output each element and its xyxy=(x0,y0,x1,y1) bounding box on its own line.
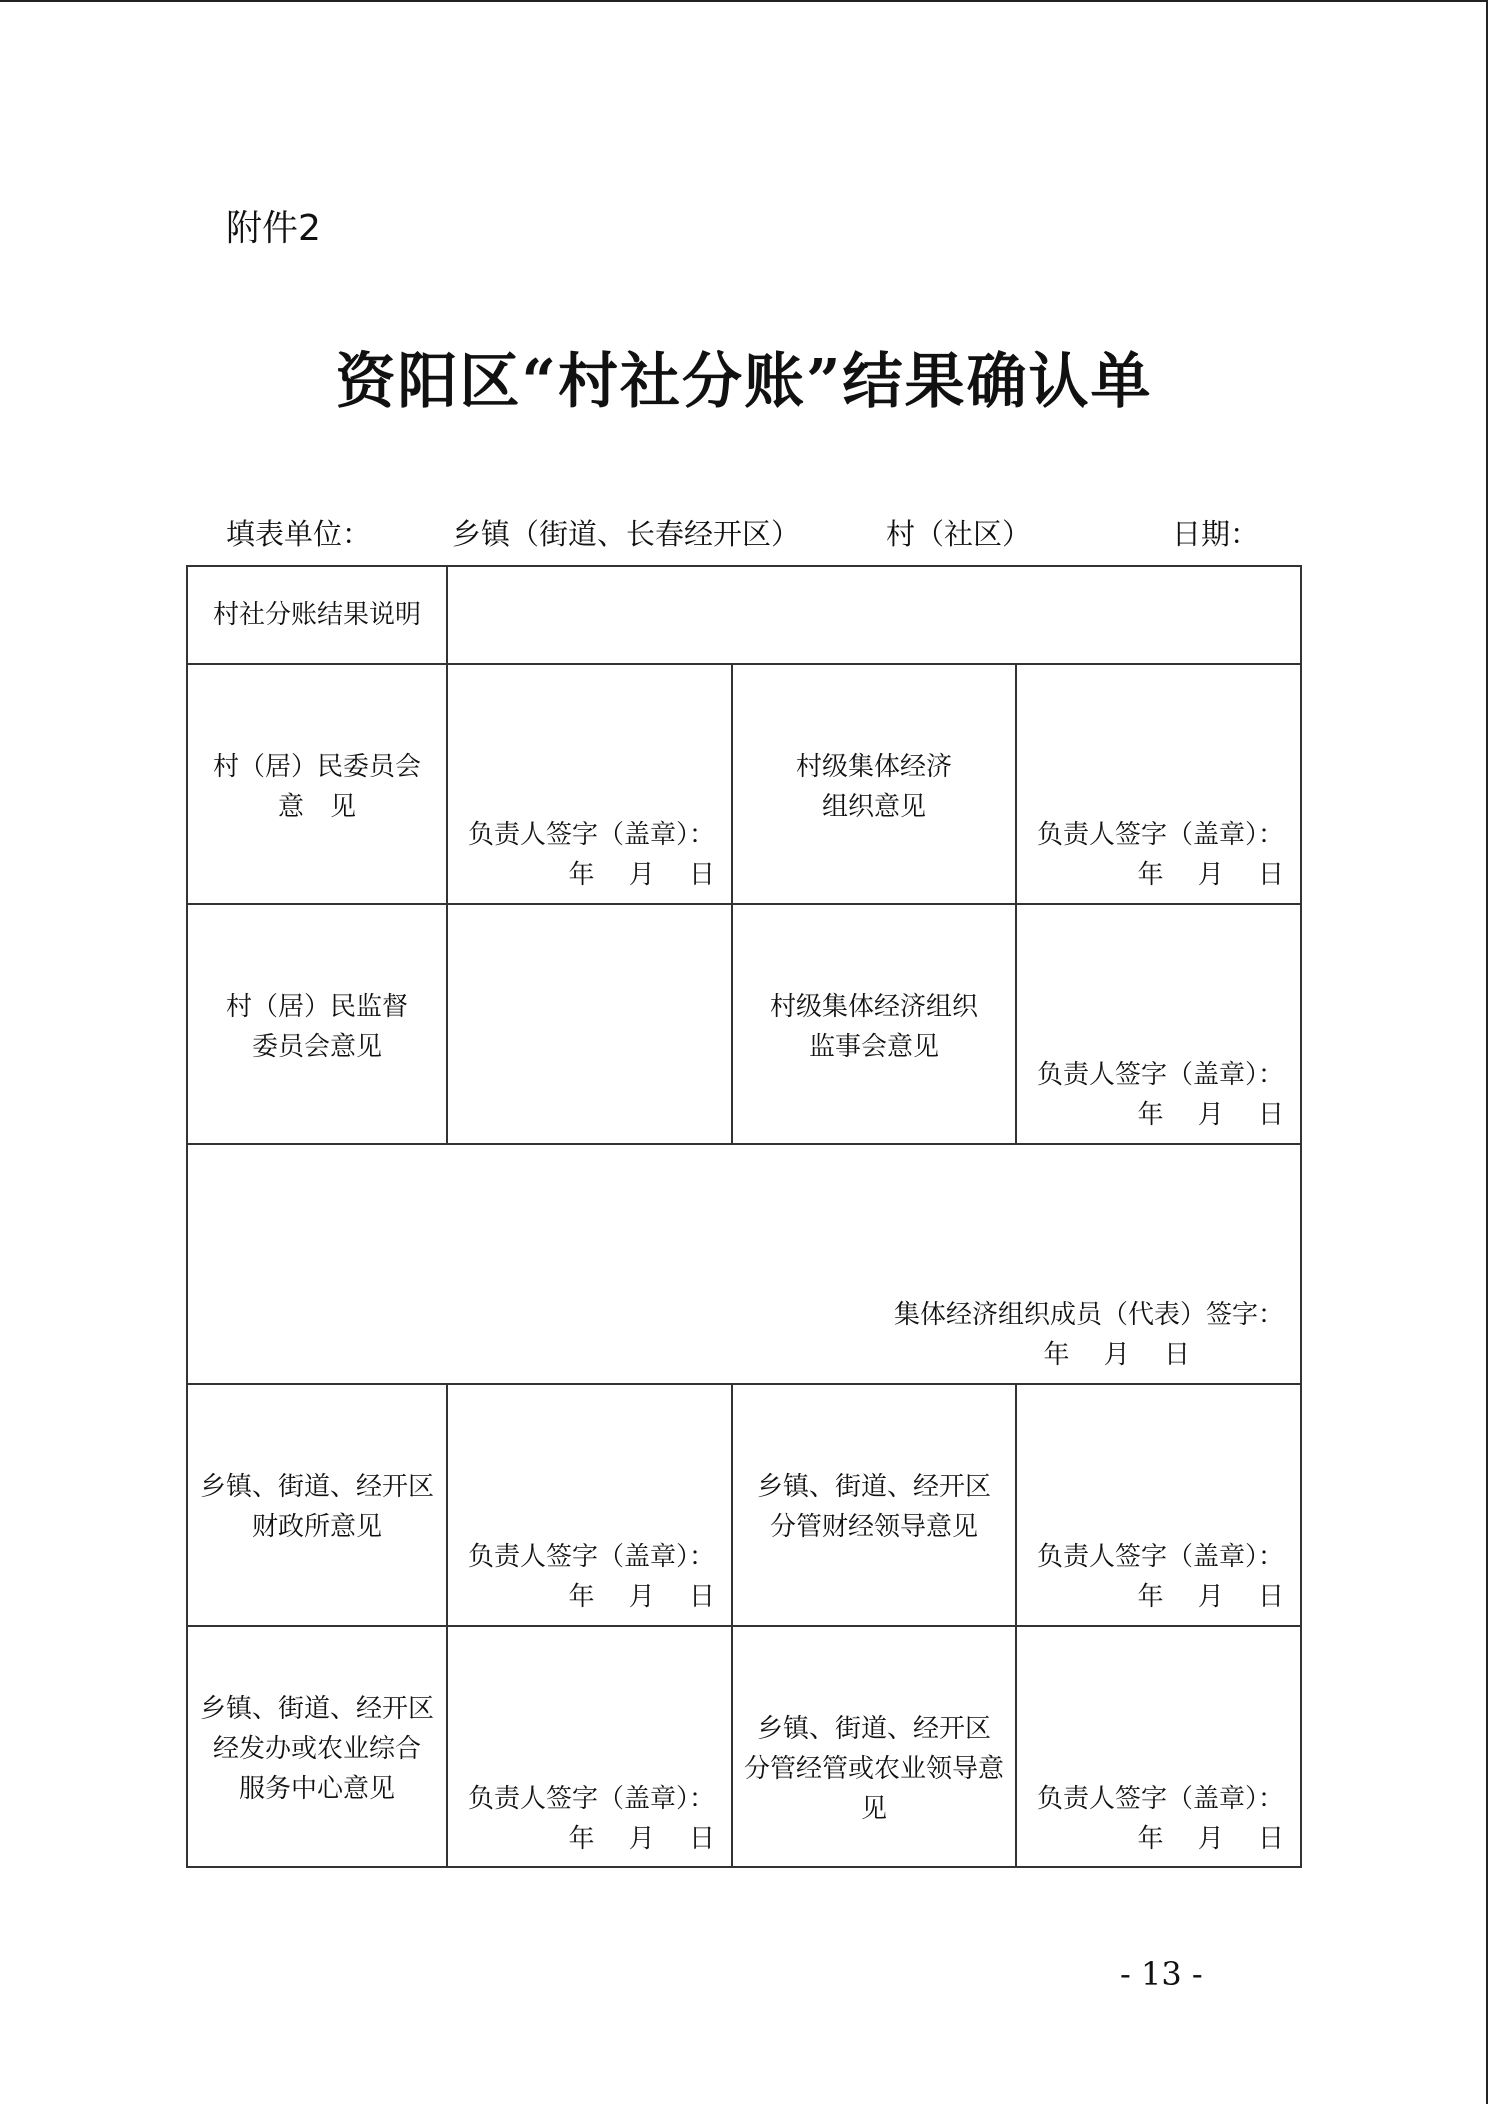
agri-leader-opinion-cell[interactable] xyxy=(1015,1625,1302,1868)
collective-supervisory-label-2: 监事会意见 xyxy=(808,1032,939,1062)
collective-supervisory-label-1: 村级集体经济组织 xyxy=(769,992,978,1022)
finance-leader-label-cell xyxy=(731,1383,1017,1627)
signature-text: 负责人签字（盖章）： xyxy=(1036,1542,1284,1572)
page-number: - 13 - xyxy=(1120,1955,1203,1993)
agri-center-opinion-cell[interactable] xyxy=(446,1625,733,1868)
page-title: 资阳区“村社分账”结果确认单 xyxy=(335,347,1153,417)
village-label: 村（社区） xyxy=(886,517,1032,551)
date-text: 年 月 日 xyxy=(568,860,715,890)
result-desc-label-cell xyxy=(186,565,448,665)
town-label: 乡镇（街道、长春经开区） xyxy=(452,517,801,551)
finance-leader-opinion-cell[interactable] xyxy=(1015,1383,1302,1627)
result-desc-label: 村社分账结果说明 xyxy=(212,600,421,630)
agri-leader-label-1: 乡镇、街道、经开区 xyxy=(756,1714,991,1744)
collective-org-label-2: 组织意见 xyxy=(821,792,926,822)
supervision-committee-label-1: 村（居）民监督 xyxy=(225,992,408,1022)
signature-text: 负责人签字（盖章）： xyxy=(1036,1060,1284,1090)
result-desc-input-cell[interactable] xyxy=(446,565,1302,665)
collective-org-label-1: 村级集体经济 xyxy=(795,752,952,782)
agri-leader-label-cell xyxy=(731,1625,1017,1868)
supervision-committee-label-2: 委员会意见 xyxy=(251,1032,382,1062)
agri-center-label-cell xyxy=(186,1625,448,1868)
finance-office-opinion-cell[interactable] xyxy=(446,1383,733,1627)
members-signature-cell[interactable] xyxy=(186,1143,1302,1385)
finance-office-label-cell xyxy=(186,1383,448,1627)
confirmation-table xyxy=(186,565,1302,1870)
finance-office-label-2: 财政所意见 xyxy=(251,1512,382,1542)
date-text: 年 月 日 xyxy=(1137,1824,1284,1854)
date-label: 日期： xyxy=(1172,517,1260,551)
villager-committee-label-1: 村（居）民委员会 xyxy=(212,752,421,782)
villager-committee-opinion-cell[interactable] xyxy=(446,663,733,905)
collective-org-opinion-cell[interactable] xyxy=(1015,663,1302,905)
members-signature-text: 集体经济组织成员（代表）签字： xyxy=(893,1300,1284,1330)
finance-office-label-1: 乡镇、街道、经开区 xyxy=(199,1472,434,1502)
finance-leader-label-2: 分管财经领导意见 xyxy=(769,1512,978,1542)
date-text: 年 月 日 xyxy=(568,1824,715,1854)
signature-text: 负责人签字（盖章）： xyxy=(467,820,715,850)
collective-org-label-cell xyxy=(731,663,1017,905)
supervision-committee-opinion-cell[interactable] xyxy=(446,903,733,1145)
signature-text: 负责人签字（盖章）： xyxy=(1036,1784,1284,1814)
agri-center-label-3: 服务中心意见 xyxy=(238,1774,395,1804)
signature-text: 负责人签字（盖章）： xyxy=(467,1784,715,1814)
villager-committee-label-2: 意 见 xyxy=(277,792,356,822)
agri-leader-label-2: 分管经管或农业领导意见 xyxy=(743,1754,1004,1824)
date-text: 年 月 日 xyxy=(1043,1340,1190,1370)
signature-text: 负责人签字（盖章）： xyxy=(1036,820,1284,850)
supervision-committee-label-cell xyxy=(186,903,448,1145)
agri-center-label-1: 乡镇、街道、经开区 xyxy=(199,1694,434,1724)
date-text: 年 月 日 xyxy=(1137,860,1284,890)
top-border xyxy=(0,0,1488,2)
unit-label: 填表单位： xyxy=(226,517,372,551)
agri-center-label-2: 经发办或农业综合 xyxy=(212,1734,421,1764)
attachment-label: 附件2 xyxy=(226,208,321,249)
date-text: 年 月 日 xyxy=(1137,1100,1284,1130)
finance-leader-label-1: 乡镇、街道、经开区 xyxy=(756,1472,991,1502)
collective-supervisory-opinion-cell[interactable] xyxy=(1015,903,1302,1145)
collective-supervisory-label-cell xyxy=(731,903,1017,1145)
date-text: 年 月 日 xyxy=(1137,1582,1284,1612)
date-text: 年 月 日 xyxy=(568,1582,715,1612)
villager-committee-label-cell xyxy=(186,663,448,905)
signature-text: 负责人签字（盖章）： xyxy=(467,1542,715,1572)
